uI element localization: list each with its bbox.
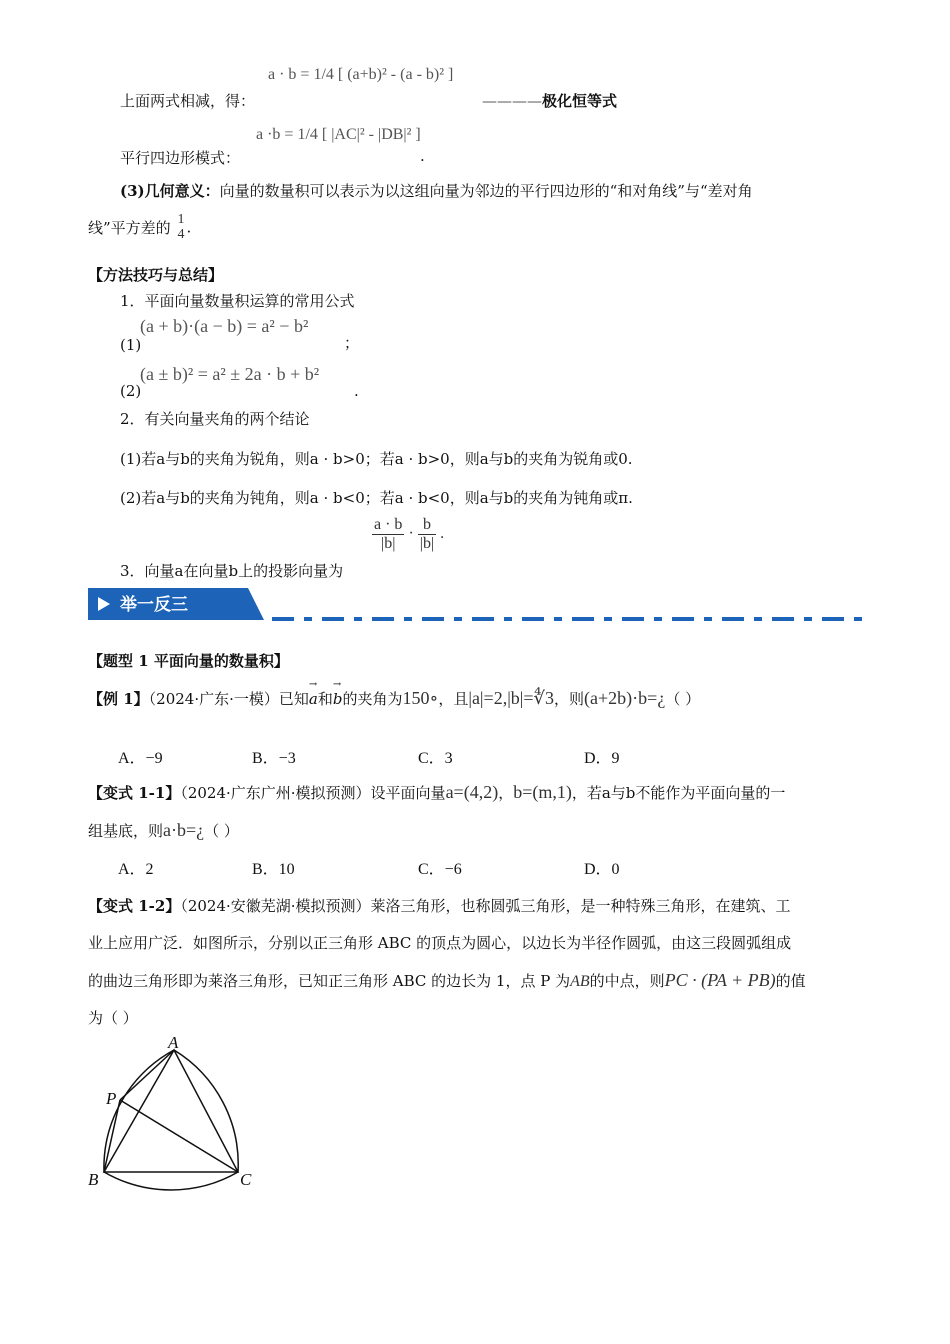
method-item2-title: 2．有关向量夹角的两个结论 <box>120 410 310 428</box>
label-a: A <box>168 1033 179 1052</box>
variant12-line2: 业上应用广泛．如图所示，分别以正三角形 ABC 的顶点为圆心，以边长为半径作圆弧，由这三段圆弧组成 <box>88 934 792 952</box>
variant11-text-c: 组基底，则 <box>88 822 164 840</box>
variant11-source: （2024·广东广州·模拟预测） <box>180 784 371 802</box>
v11-option-b: B．10 <box>252 861 295 878</box>
projection-dot: · <box>408 524 414 542</box>
label-c: C <box>240 1170 252 1189</box>
geo-meaning-line <box>120 180 753 201</box>
ex1-option-d: D．9 <box>584 750 620 767</box>
example1-text-d: ，且 <box>438 690 469 708</box>
geo-meaning-text2: 线”平方差的 <box>88 218 171 237</box>
variant12-text3a: 的曲边三角形即为莱洛三角形，已知正三角形 ABC 的边长为 1，点 P 为 <box>88 972 571 990</box>
example1-text-e: ，则 <box>554 690 585 708</box>
variant12-tag: 【变式 1-2】 <box>88 897 181 915</box>
polarization-formula-text: a · b = 1/4 [ (a+b)² - (a - b)² ] <box>268 66 454 83</box>
formula1-label: (1) <box>120 336 142 354</box>
topic1-heading: 【题型 1 平面向量的数量积】 <box>88 652 289 670</box>
projection-line <box>120 560 343 581</box>
v11-option-a: A．2 <box>118 861 154 878</box>
projection-formula <box>372 516 444 552</box>
parallelogram-formula <box>256 126 421 144</box>
variant11-text-a: 设平面向量 <box>370 784 446 802</box>
variant11-line1: 【变式 1-1】（2024·广东广州·模拟预测）设平面向量a=(4,2)，b=(m,1)，若a与b不能作为平面向量的一 <box>88 782 786 802</box>
formula2-label: (2) <box>120 382 142 400</box>
angle-conclusion-1: (1)若a与b的夹角为锐角，则a · b>0；若a · b>0，则a与b的夹角为锐角或0. <box>120 450 633 468</box>
formula2: (a ± b)² = a² ± 2a · b + b² <box>140 364 320 384</box>
ex1-option-a: A．−9 <box>118 750 163 767</box>
section-banner <box>88 588 264 620</box>
formula1: (a + b)·(a − b) = a² − b² <box>140 316 309 336</box>
v11-option-c: C．−6 <box>418 861 462 878</box>
ex1-option-b: B．−3 <box>252 750 296 767</box>
label-b: B <box>88 1170 99 1189</box>
variant12-line3 <box>88 970 806 991</box>
geo-meaning-end: . <box>186 218 192 237</box>
variant12-arc: AB <box>570 973 590 990</box>
intro-line1-prefix: 上面两式相减，得： <box>120 92 256 110</box>
variant12-line1 <box>88 895 791 916</box>
projection-end: . <box>440 524 445 542</box>
projection-text: 3．向量a在向量b上的投影向量为 <box>120 562 344 580</box>
intro-line2-end: . <box>420 147 425 165</box>
formula1-end: ； <box>344 334 360 352</box>
example1-text-a: 已知 <box>278 690 309 708</box>
variant12-line4: 为（ ） <box>88 1009 138 1027</box>
example1-condition: |a|=2,|b|=∜3 <box>468 688 555 708</box>
intro-line2-prefix: 平行四边形模式： <box>120 149 241 167</box>
variant12-source: （2024·安徽芜湖·模拟预测） <box>180 897 371 915</box>
geo-meaning-label: (3)几何意义： <box>120 182 220 200</box>
segment-pc <box>120 1100 238 1172</box>
variant12-text1: 莱洛三角形，也称圆弧三角形，是一种特殊三角形，在建筑、工 <box>370 897 791 915</box>
triangle-abc <box>104 1050 238 1172</box>
v11-option-d: D．0 <box>584 861 620 878</box>
variant11-line2 <box>88 820 239 841</box>
variant12-expression: PC · (PA + PB) <box>664 970 776 990</box>
dash-line: ———— <box>482 92 542 110</box>
variant11-tag: 【变式 1-1】 <box>88 784 181 802</box>
example1-angle: 150∘ <box>402 688 439 708</box>
parallelogram-formula-text: a ·b = 1/4 [ |AC|² - |DB|² ] <box>256 126 421 143</box>
angle-conclusion-2: (2)若a与b的夹角为钝角，则a · b<0；若a · b<0，则a与b的夹角为钝角或π. <box>120 489 633 507</box>
example1-text-c: 的夹角为 <box>342 690 403 708</box>
polarization-identity-label: 极化恒等式 <box>542 92 618 110</box>
example1-source: （2024·广东·一模） <box>148 690 279 708</box>
projection-num2: b <box>418 516 436 535</box>
example1-line <box>88 688 700 709</box>
polarization-label <box>482 90 617 111</box>
banner-dash-divider <box>272 617 862 621</box>
banner-label: 举一反三 <box>120 595 188 615</box>
variant12-text3b: 的中点，则 <box>589 972 665 990</box>
fraction-numerator: 1 <box>177 212 185 227</box>
formula2-end: . <box>354 382 359 400</box>
variant12-text3c: 的值 <box>775 972 806 990</box>
projection-frac2 <box>418 516 436 552</box>
projection-den2: |b| <box>419 534 435 552</box>
variant11-vector-b: b=(m,1) <box>513 782 572 802</box>
example1-question: (a+2b)·b=¿ <box>584 688 666 708</box>
variant11-paren: （ ） <box>204 822 239 840</box>
example1-text-b: 和 <box>317 690 333 708</box>
vector-a: → a <box>309 690 318 708</box>
geo-meaning-line2 <box>88 212 191 243</box>
label-p: P <box>106 1089 117 1108</box>
variant11-text-b: ，若a与b不能作为平面向量的一 <box>571 784 786 802</box>
projection-den1: |b| <box>381 534 396 552</box>
projection-frac1 <box>372 516 404 552</box>
ex1-option-c: C．3 <box>418 750 453 767</box>
method-heading: 【方法技巧与总结】 <box>88 266 224 284</box>
segment-pa <box>120 1050 174 1100</box>
fraction-denominator: 4 <box>177 227 185 243</box>
intro-line2 <box>120 147 240 168</box>
arc-bc <box>104 1172 238 1190</box>
variant11-question: a·b=¿ <box>163 820 205 840</box>
projection-num1: a · b <box>374 516 403 533</box>
variant11-vector-a: a=(4,2) <box>445 782 499 802</box>
example1-tag: 【例 1】 <box>88 690 149 708</box>
intro-line1 <box>120 90 255 111</box>
segment-pb <box>104 1100 120 1172</box>
polarization-formula <box>268 66 453 84</box>
example1-paren: （ ） <box>665 690 701 708</box>
one-quarter-fraction <box>175 212 186 243</box>
geo-meaning-text: 向量的数量积可以表示为以这组向量为邻边的平行四边形的“和对角线”与“差对角 <box>219 182 753 200</box>
reuleaux-triangle-figure <box>80 1030 270 1195</box>
method-item1-title: 1．平面向量数量积运算的常用公式 <box>120 292 355 310</box>
vector-b: → b <box>333 690 343 708</box>
